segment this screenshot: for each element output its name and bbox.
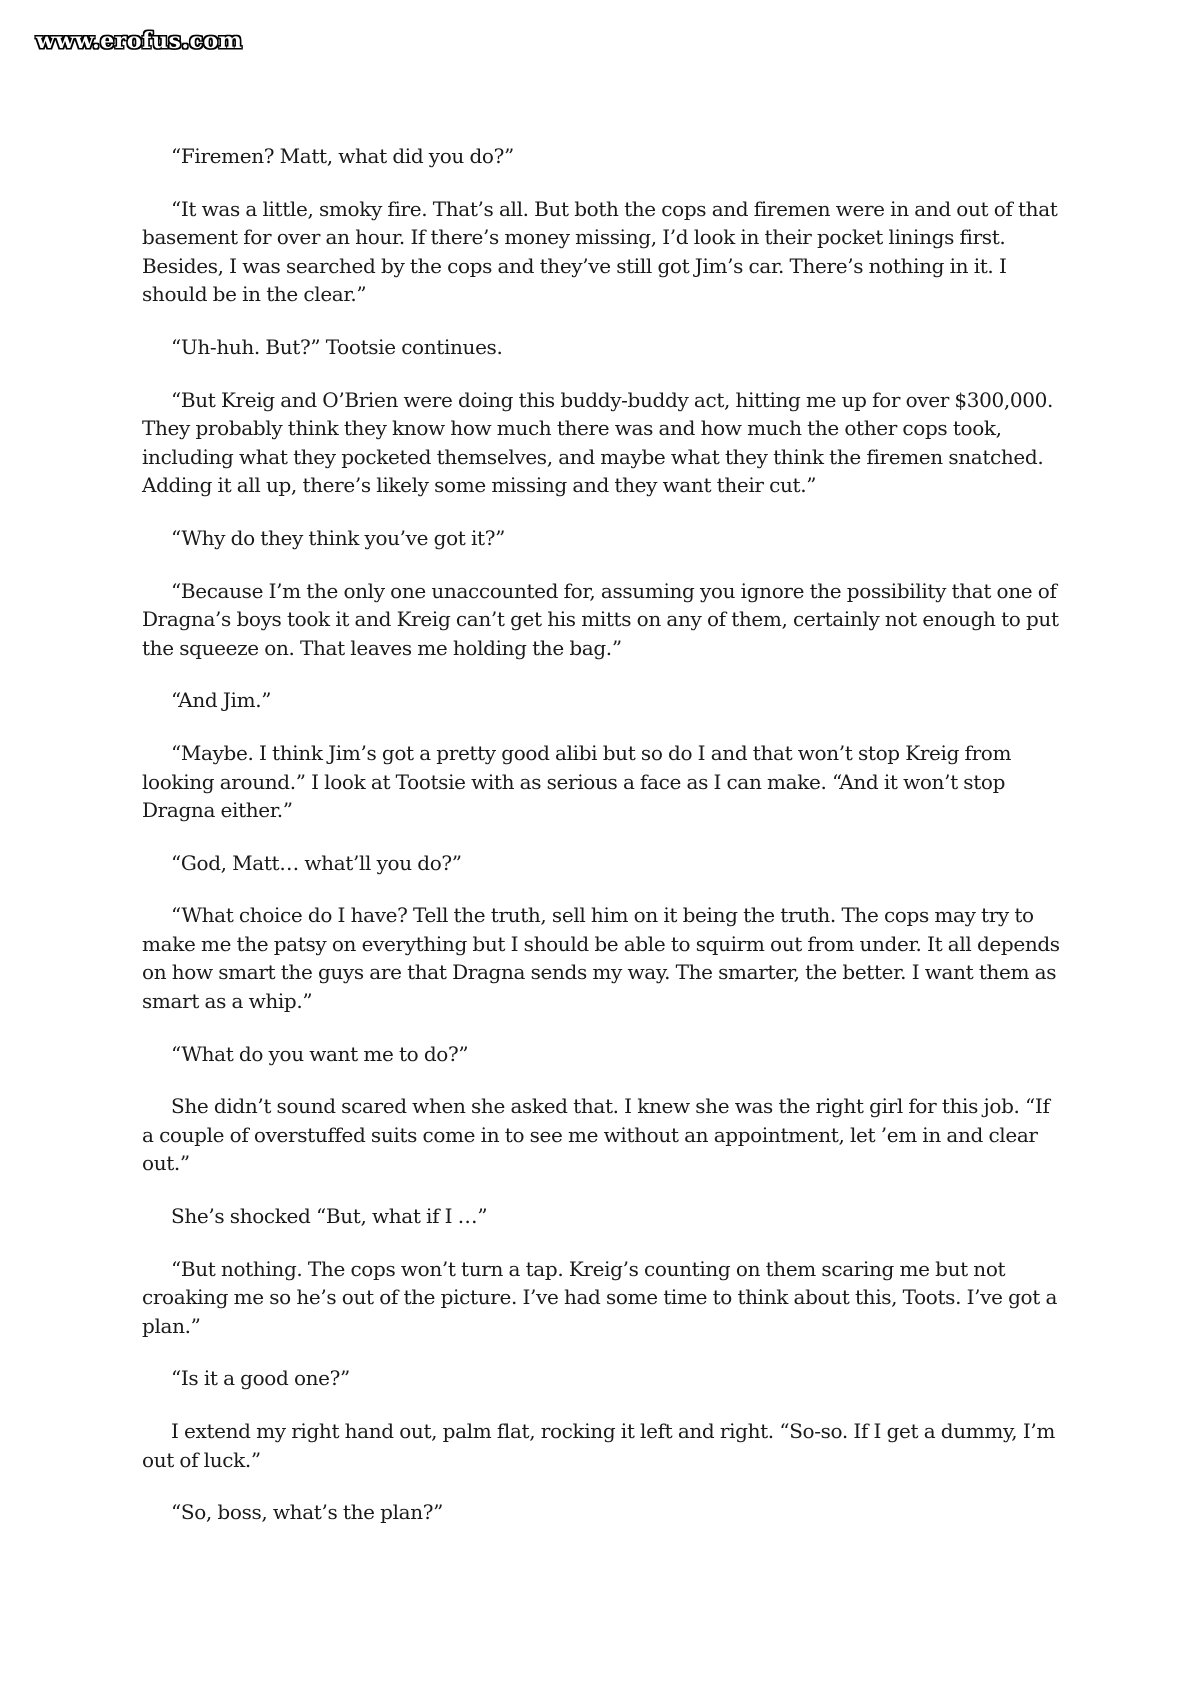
book-page: [142, 142, 1066, 1551]
paragraph: “Maybe. I think Jim’s got a pretty good alibi but so do I and that won’t stop Kreig from looking around.” I look at Tootsie with as serious a face as I can make. “And it won’t stop Dragna either.”: [142, 740, 1012, 823]
paragraph: “And Jim.”: [171, 688, 272, 713]
paragraph: She didn’t sound scared when she asked that. I knew she was the right girl for this job. “If a couple of overstuffed suits come in to see me without an appointment, let ’em in and clear out.”: [142, 1094, 1050, 1176]
paragraph: “But Kreig and O’Brien were doing this buddy-buddy act, hitting me up for over $300,000. They probably think they know how much there was and how much the other cops took, including what they pocketed themselves, and maybe what they think the firemen snatched. Adding it all up, there’s likely some missing and they want their cut.”: [142, 387, 1054, 498]
paragraph: “Because I’m the only one unaccounted for, assuming you ignore the possibility that one of Dragna’s boys took it and Kreig can’t get his mitts on any of them, certainly not enough to put the squeeze on. That leaves me holding the bag.”: [142, 578, 1059, 660]
paragraph: “So, boss, what’s the plan?”: [171, 1500, 443, 1525]
paragraph: “Why do they think you’ve got it?”: [171, 525, 505, 550]
paragraph: “But nothing. The cops won’t turn a tap. Kreig’s counting on them scaring me but not croaking me so he’s out of the picture. I’ve had some time to think about this, Toots. I’ve got a plan.”: [142, 1256, 1058, 1338]
paragraph: I extend my right hand out, palm flat, rocking it left and right. “So-so. If I get a dummy, I’m out of luck.”: [142, 1419, 1055, 1472]
paragraph: “What do you want me to do?”: [171, 1041, 469, 1066]
paragraph: “Is it a good one?”: [171, 1366, 350, 1391]
paragraph: “It was a little, smoky fire. That’s all. But both the cops and firemen were in and out of that basement for over an hour. If there’s money missing, I’d look in their pocket linings first. Besides, I was searched by the cops and they’ve still got Jim’s car. There’s nothing in it. I should be in the clear.”: [142, 196, 1058, 307]
paragraph: “Firemen? Matt, what did you do?”: [171, 144, 514, 168]
paragraph: “What choice do I have? Tell the truth, sell him on it being the truth. The cops may try to make me the patsy on everything but I should be able to squirm out from under. It all depends on how smart the guys are that Dragna sends my way. The smarter, the better. I want them as smart as a whip.”: [142, 903, 1060, 1014]
paragraph: “Uh-huh. But?” Tootsie continues.: [171, 334, 503, 359]
paragraph: “God, Matt… what’ll you do?”: [171, 850, 462, 875]
paragraph: She’s shocked “But, what if I …”: [171, 1204, 488, 1229]
site-watermark: www.erofus.com: [36, 28, 243, 54]
